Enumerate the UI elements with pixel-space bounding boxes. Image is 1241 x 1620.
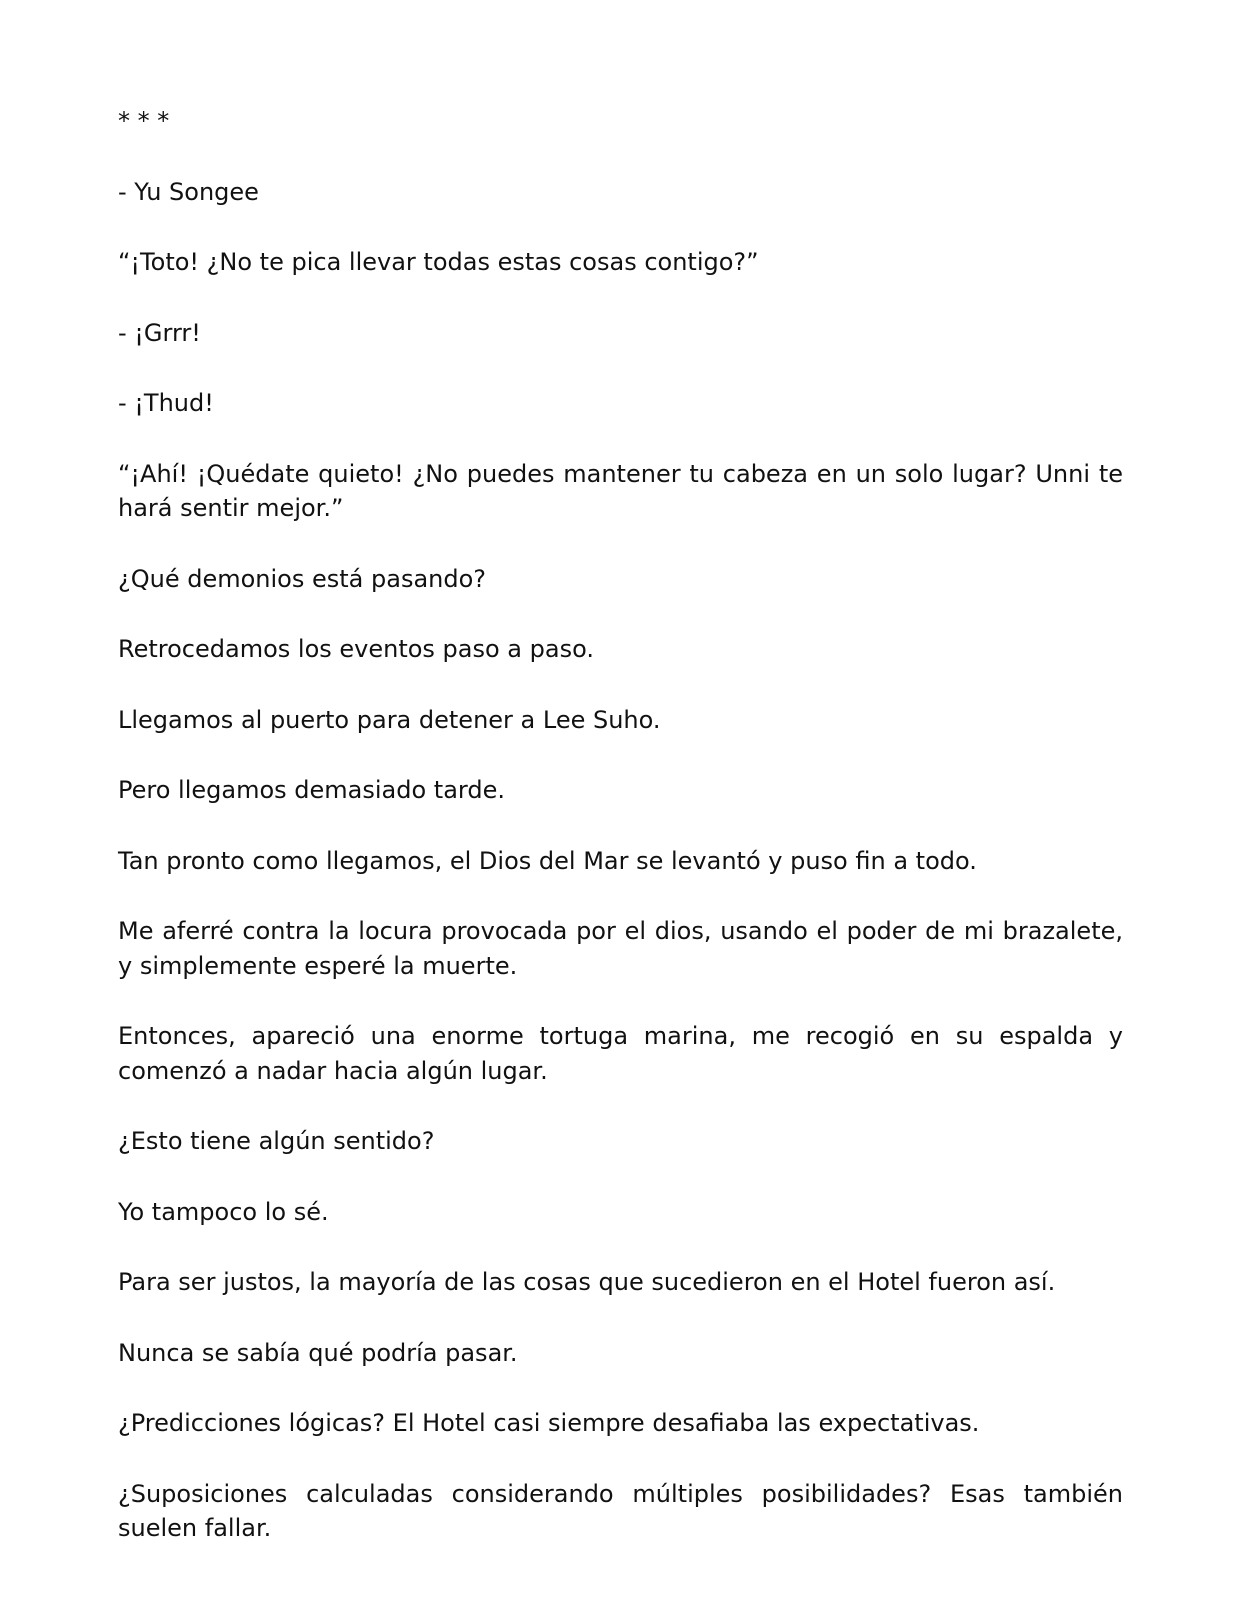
paragraph: Entonces, apareció una enorme tortuga marina, me recogió en su espalda y comenzó a nadar hacia algún lugar. (118, 1022, 1123, 1085)
document-page (118, 104, 1123, 1582)
paragraph: - ¡Grrr! (118, 318, 201, 347)
paragraph: Yo tampoco lo sé. (118, 1197, 329, 1226)
paragraph: Llegamos al puerto para detener a Lee Suho. (118, 705, 661, 734)
paragraph: ¿Predicciones lógicas? El Hotel casi siempre desafiaba las expectativas. (118, 1409, 980, 1437)
paragraph: Retrocedamos los eventos paso a paso. (118, 635, 594, 663)
paragraph: ¿Esto tiene algún sentido? (118, 1127, 435, 1155)
scene-break: * * * (118, 107, 170, 135)
section-header: - Yu Songee (118, 177, 259, 206)
paragraph: Pero llegamos demasiado tarde. (118, 776, 505, 804)
paragraph: Nunca se sabía qué podría pasar. (118, 1338, 518, 1367)
paragraph: “¡Toto! ¿No te pica llevar todas estas cosas contigo?” (118, 248, 759, 276)
paragraph: Me aferré contra la locura provocada por el dios, usando el poder de mi brazalete, y simplemente esperé la muerte. (118, 917, 1123, 980)
paragraph: Tan pronto como llegamos, el Dios del Mar se levantó y puso fin a todo. (118, 846, 977, 875)
paragraph: Para ser justos, la mayoría de las cosas que sucedieron en el Hotel fueron así. (118, 1268, 1056, 1296)
paragraph: - ¡Thud! (118, 389, 214, 417)
paragraph: ¿Suposiciones calculadas considerando múltiples posibilidades? Esas también suelen fallar. (118, 1479, 1123, 1542)
paragraph: “¡Ahí! ¡Quédate quieto! ¿No puedes mantener tu cabeza en un solo lugar? Unni te hará sentir mejor.” (118, 459, 1123, 522)
paragraph: ¿Qué demonios está pasando? (118, 564, 487, 593)
